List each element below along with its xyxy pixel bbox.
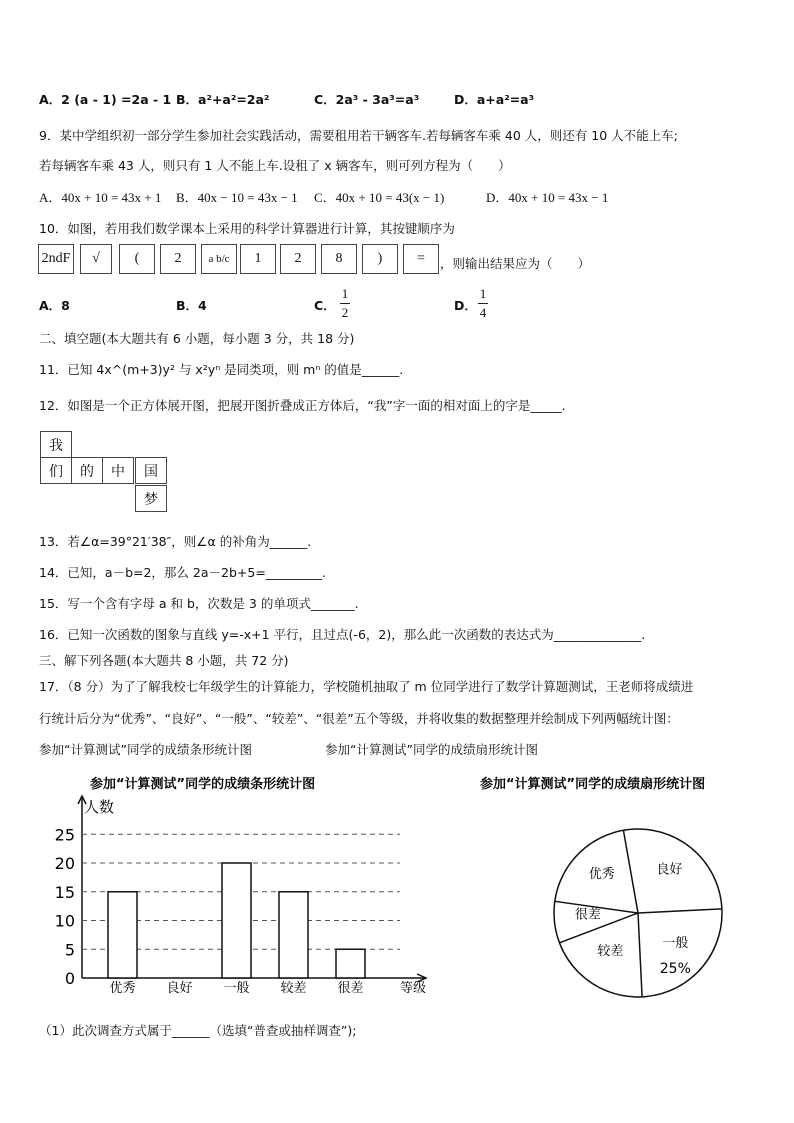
key-open-paren: ( <box>119 244 155 274</box>
section-2-heading: 二、填空题(本大题共有 6 小题，每小题 3 分，共 18 分) <box>39 331 355 346</box>
pie-slice-label: 优秀 <box>588 866 615 882</box>
q9-option-c: C．40x + 10 = 43(x − 1) <box>314 190 445 205</box>
q17-caption-pie: 参加“计算测试”同学的成绩扇形统计图 <box>325 742 538 757</box>
pie-slice-label: 一般 <box>662 935 689 951</box>
fraction-numerator: 1 <box>341 286 349 301</box>
bar-2 <box>222 863 251 978</box>
net-cell-zhong: 中 <box>102 457 134 484</box>
q10-fraction-d <box>478 286 488 321</box>
q8-option-d: D．a+a²=a³ <box>454 92 535 107</box>
q10-option-d: D． <box>454 298 477 313</box>
pie-slice-percent: 25% <box>659 960 691 977</box>
y-tick-label: 10 <box>54 911 75 931</box>
key-2: 2 <box>160 244 196 274</box>
net-cell-guo: 国 <box>135 457 167 484</box>
x-tick-label: 一般 <box>223 981 250 996</box>
q17-caption-bar: 参加“计算测试”同学的成绩条形统计图 <box>39 742 252 757</box>
q10-option-a: A．8 <box>39 298 70 313</box>
q10-fraction-c <box>340 286 350 321</box>
q11: 11．已知 4x^(m+3)y² 与 x²yⁿ 是同类项，则 mⁿ 的值是______. <box>39 362 404 377</box>
key-2ndf: 2ndF <box>38 244 74 274</box>
q10-option-b: B．4 <box>176 298 207 313</box>
q10-stem-tail: ，则输出结果应为（ ） <box>440 256 591 271</box>
x-axis-label: 等级 <box>400 981 427 996</box>
fraction-denominator: 4 <box>479 305 487 320</box>
q14: 14．已知，a－b=2，那么 2a－2b+5=_________. <box>39 565 327 580</box>
q10-option-c: C． <box>314 298 336 313</box>
q17-stem-line1: 17．（8 分）为了了解我校七年级学生的计算能力，学校随机抽取了 m 位同学进行了数学计算题测试，王老师将成绩进 <box>39 679 694 694</box>
x-tick-label: 优秀 <box>109 981 136 996</box>
y-axis-label: 人数 <box>84 798 115 816</box>
q8-option-b: B．a²+a²=2a² <box>176 92 270 107</box>
y-tick-label: 20 <box>54 854 75 873</box>
pie-slice-label: 良好 <box>656 862 683 878</box>
q15: 15．写一个含有字母 a 和 b，次数是 3 的单项式_______. <box>39 596 359 611</box>
q13: 13．若∠α=39°21′38″，则∠α 的补角为______. <box>39 534 312 549</box>
section-3-heading: 三、解下列各题(本大题共 8 小题，共 72 分) <box>39 653 289 668</box>
fraction-bar <box>478 303 488 304</box>
net-cell-meng: 梦 <box>135 485 167 512</box>
y-tick-label: 25 <box>54 825 75 845</box>
key-sqrt: √ <box>80 244 112 274</box>
q17-subquestion-1: （1）此次调查方式属于______（选填“普查或抽样调查”); <box>39 1023 357 1038</box>
key-2b: 2 <box>280 244 316 274</box>
q9-stem-line2: 若每辆客车乘 43 人，则只有 1 人不能上车.设租了 x 辆客车，则可列方程为（ ） <box>39 158 511 173</box>
y-tick-label: 0 <box>64 969 75 988</box>
x-tick-label: 很差 <box>337 981 364 996</box>
y-tick-label: 15 <box>54 882 75 902</box>
q9-stem-line1: 9．某中学组织初一部分学生参加社会实践活动，需要租用若干辆客车.若每辆客车乘 40 人，则还有 10 人不能上车; <box>39 128 678 143</box>
key-equals: = <box>403 244 439 274</box>
pie-chart-title: 参加“计算测试”同学的成绩扇形统计图 <box>480 777 706 792</box>
q12-stem: 12．如图是一个正方体展开图，把展开图折叠成正方体后，“我”字一面的相对面上的字是_____. <box>39 398 566 413</box>
bar-4 <box>336 949 365 978</box>
bar-0 <box>108 892 137 978</box>
q9-option-b: B．40x − 10 = 43x − 1 <box>176 190 298 205</box>
key-close-paren: ) <box>362 244 398 274</box>
q8-option-c: C．2a³ - 3a³=a³ <box>314 92 420 107</box>
q10-stem: 10．如图，若用我们数学课本上采用的科学计算器进行计算，其按键顺序为 <box>39 221 455 236</box>
key-1: 1 <box>240 244 276 274</box>
bar-chart-title: 参加“计算测试”同学的成绩条形统计图 <box>90 777 316 792</box>
pie-slice-label: 较差 <box>597 944 624 960</box>
q9-option-a: A．40x + 10 = 43x + 1 <box>39 190 162 205</box>
key-fraction: a b/c <box>201 244 237 274</box>
bar-chart <box>40 770 480 1000</box>
fraction-numerator: 1 <box>479 286 487 301</box>
q16: 16．已知一次函数的图象与直线 y=-x+1 平行，且过点(-6，2)，那么此一次函数的表达式为______________. <box>39 627 646 642</box>
q8-option-a: A．2 (a - 1) =2a - 1 <box>39 92 172 107</box>
pie-chart <box>480 770 770 1000</box>
x-tick-label: 良好 <box>166 981 193 996</box>
fraction-denominator: 2 <box>341 305 349 320</box>
net-cell-de: 的 <box>71 457 103 484</box>
q17-stem-line2: 行统计后分为“优秀”、“良好”、“一般”、“较差”、“很差”五个等级，并将收集的数据整理并绘制成下列两幅统计图： <box>39 711 679 726</box>
q9-option-d: D．40x + 10 = 43x − 1 <box>486 190 609 205</box>
net-cell-men: 们 <box>40 457 72 484</box>
pie-slice-label: 很差 <box>574 907 601 923</box>
bar-3 <box>279 892 308 978</box>
key-8: 8 <box>321 244 357 274</box>
x-tick-label: 较差 <box>280 981 307 996</box>
y-tick-label: 5 <box>64 940 75 960</box>
net-cell-wo: 我 <box>40 431 72 458</box>
fraction-bar <box>340 303 350 304</box>
